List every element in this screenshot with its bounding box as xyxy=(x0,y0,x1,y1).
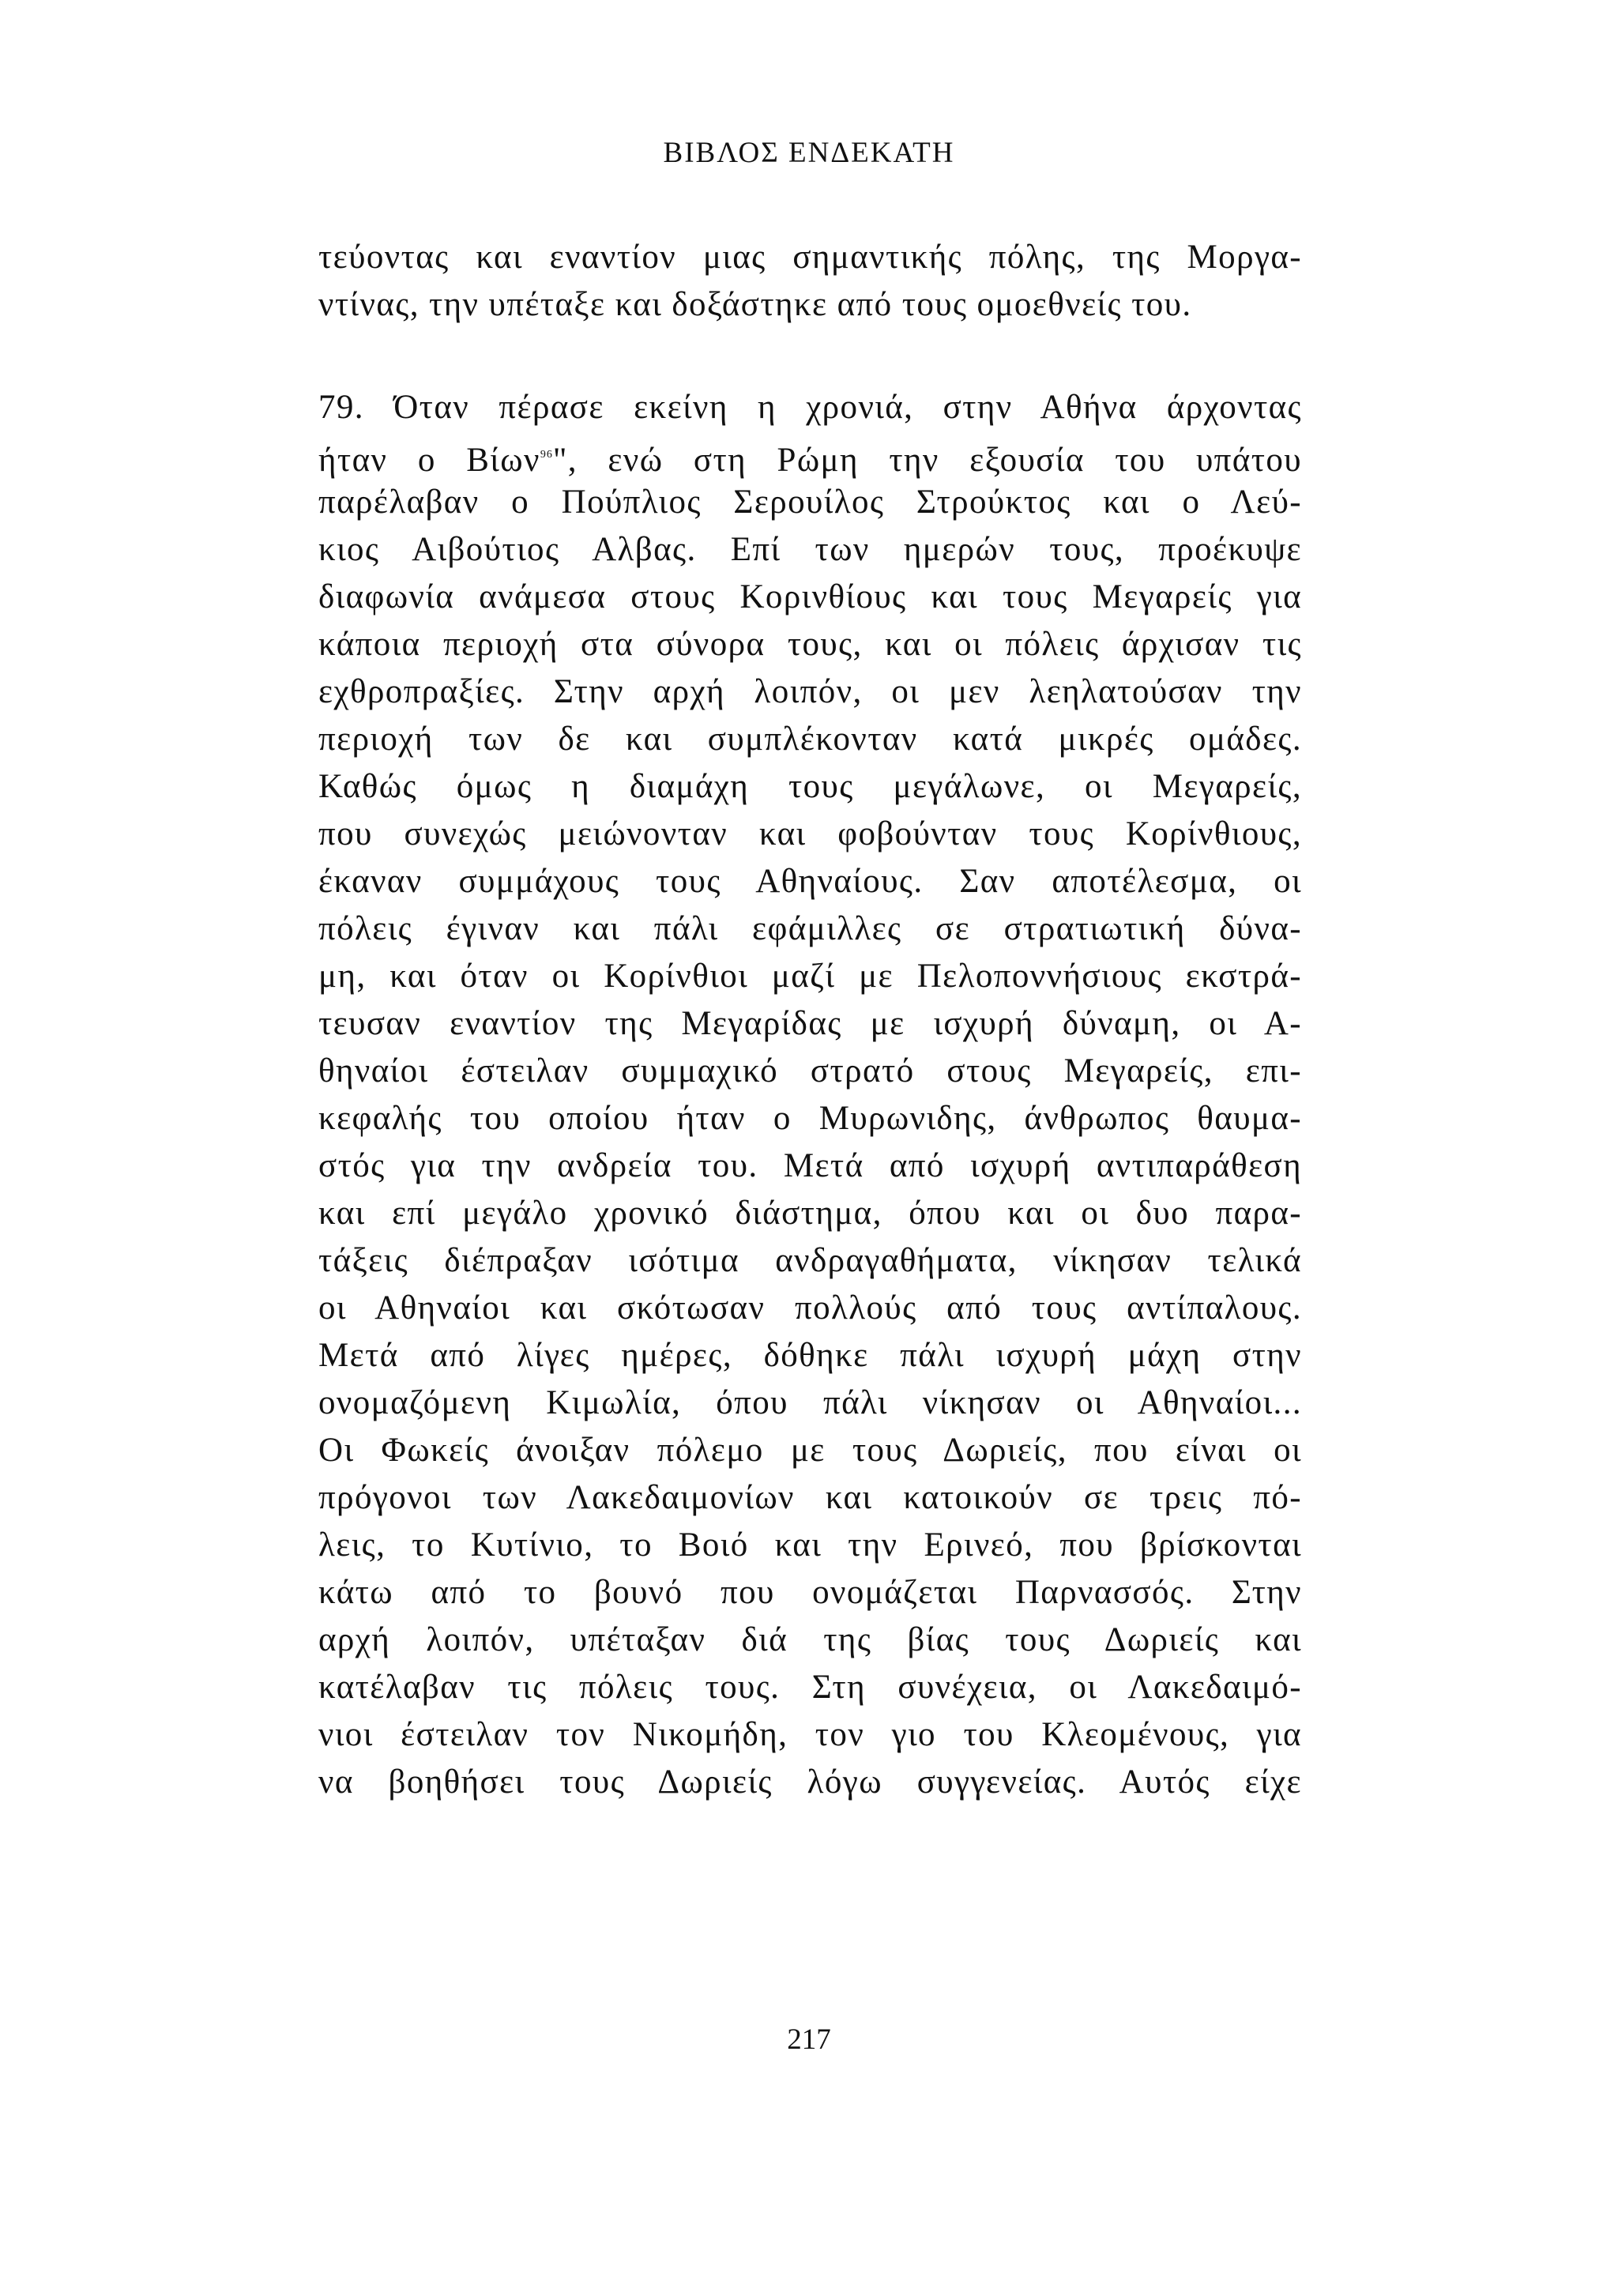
text-line: να βοηθήσει τους Δωριείς λόγω συγγενείας. Αυτός είχε xyxy=(318,1763,1302,1801)
text-line: οι Αθηναίοι και σκότωσαν πολλούς από τους αντίπαλους. xyxy=(318,1289,1302,1327)
text-line: πρόγονοι των Λακεδαιμονίων και κατοικούν σε τρεις πό- xyxy=(318,1479,1302,1516)
text-line: Μετά από λίγες ημέρες, δόθηκε πάλι ισχυρή μάχη στην xyxy=(318,1337,1302,1374)
footnote-reference[interactable]: 96 xyxy=(540,449,553,461)
text-line: θηναίοι έστειλαν συμμαχικό στρατό στους Μεγαρείς, επι- xyxy=(318,1052,1302,1090)
text-line: αρχή λοιπόν, υπέταξαν διά της βίας τους Δωριείς και xyxy=(318,1621,1302,1658)
text-line: παρέλαβαν ο Πούπλιος Σερουίλος Στρούκτος και ο Λεύ- xyxy=(318,484,1302,521)
text-line: τευσαν εναντίον της Μεγαρίδας με ισχυρή δύναμη, οι Α- xyxy=(318,1005,1302,1042)
text-line: περιοχή των δε και συμπλέκονταν κατά μικρές ομάδες. xyxy=(318,721,1302,758)
section-79-first-line: 79. Όταν πέρασε εκείνη η χρονιά, στην Αθήνα άρχοντας xyxy=(318,389,1302,426)
text-fragment: ", ενώ στη Ρώμη την εξουσία του υπάτου xyxy=(552,442,1302,479)
text-line: Οι Φωκείς άνοιξαν πόλεμο με τους Δωριείς, που είναι οι xyxy=(318,1432,1302,1469)
running-header: ΒΙΒΛΟΣ ΕΝΔΕΚΑΤΗ xyxy=(663,137,955,169)
text-line: κιος Αιβούτιος Αλβας. Επί των ημερών τους, προέκυψε xyxy=(318,531,1302,568)
text-line: μη, και όταν οι Κορίνθιοι μαζί με Πελοποννήσιους εκστρά- xyxy=(318,958,1302,995)
text-line: τάξεις διέπραξαν ισότιμα ανδραγαθήματα, νίκησαν τελικά xyxy=(318,1242,1302,1279)
text-line: έκαναν συμμάχους τους Αθηναίους. Σαν αποτέλεσμα, οι xyxy=(318,863,1302,900)
text-line: κατέλαβαν τις πόλεις τους. Στη συνέχεια, οι Λακεδαιμό- xyxy=(318,1669,1302,1706)
text-line: που συνεχώς μειώνονταν και φοβούνταν τους Κορίνθιους, xyxy=(318,815,1302,853)
text-line: διαφωνία ανάμεσα στους Κορινθίους και τους Μεγαρείς για xyxy=(318,578,1302,615)
text-line: ονομαζόμενη Κιμωλία, όπου πάλι νίκησαν οι Αθηναίοι... xyxy=(318,1384,1302,1421)
section-79-paragraph xyxy=(318,384,1302,1806)
text-line: κεφαλής του οποίου ήταν ο Μυρωνιδης, άνθρωπος θαυμα- xyxy=(318,1100,1302,1137)
text-fragment: ήταν ο Βίων xyxy=(318,442,540,479)
text-line: λεις, το Κυτίνιο, το Βοιό και την Ερινεό, που βρίσκονται xyxy=(318,1526,1302,1564)
text-line: τεύοντας και εναντίον μιας σημαντικής πόλης, της Μοργα- xyxy=(318,239,1302,276)
text-line: πόλεις έγιναν και πάλι εφάμιλλες σε στρατιωτική δύνα- xyxy=(318,910,1302,947)
text-line: κάποια περιοχή στα σύνορα τους, και οι πόλεις άρχισαν τις xyxy=(318,626,1302,663)
text-line: νιοι έστειλαν τον Νικομήδη, τον γιο του Κλεομένους, για xyxy=(318,1716,1302,1753)
text-line: εχθροπραξίες. Στην αρχή λοιπόν, οι μεν λεηλατούσαν την xyxy=(318,673,1302,710)
text-line: ντίνας, την υπέταξε και δοξάστηκε από τους ομοεθνείς του. xyxy=(318,286,1192,323)
text-line: και επί μεγάλο χρονικό διάστημα, όπου και οι δυο παρα- xyxy=(318,1195,1302,1232)
text-line: στός για την ανδρεία του. Μετά από ισχυρή αντιπαράθεση xyxy=(318,1147,1302,1184)
text-line-with-footnote xyxy=(318,431,1302,479)
text-line: Καθώς όμως η διαμάχη τους μεγάλωνε, οι Μεγαρείς, xyxy=(318,768,1302,805)
continued-paragraph xyxy=(318,234,1302,329)
text-line: κάτω από το βουνό που ονομάζεται Παρνασσός. Στην xyxy=(318,1574,1302,1611)
page-number: 217 xyxy=(787,2023,831,2056)
